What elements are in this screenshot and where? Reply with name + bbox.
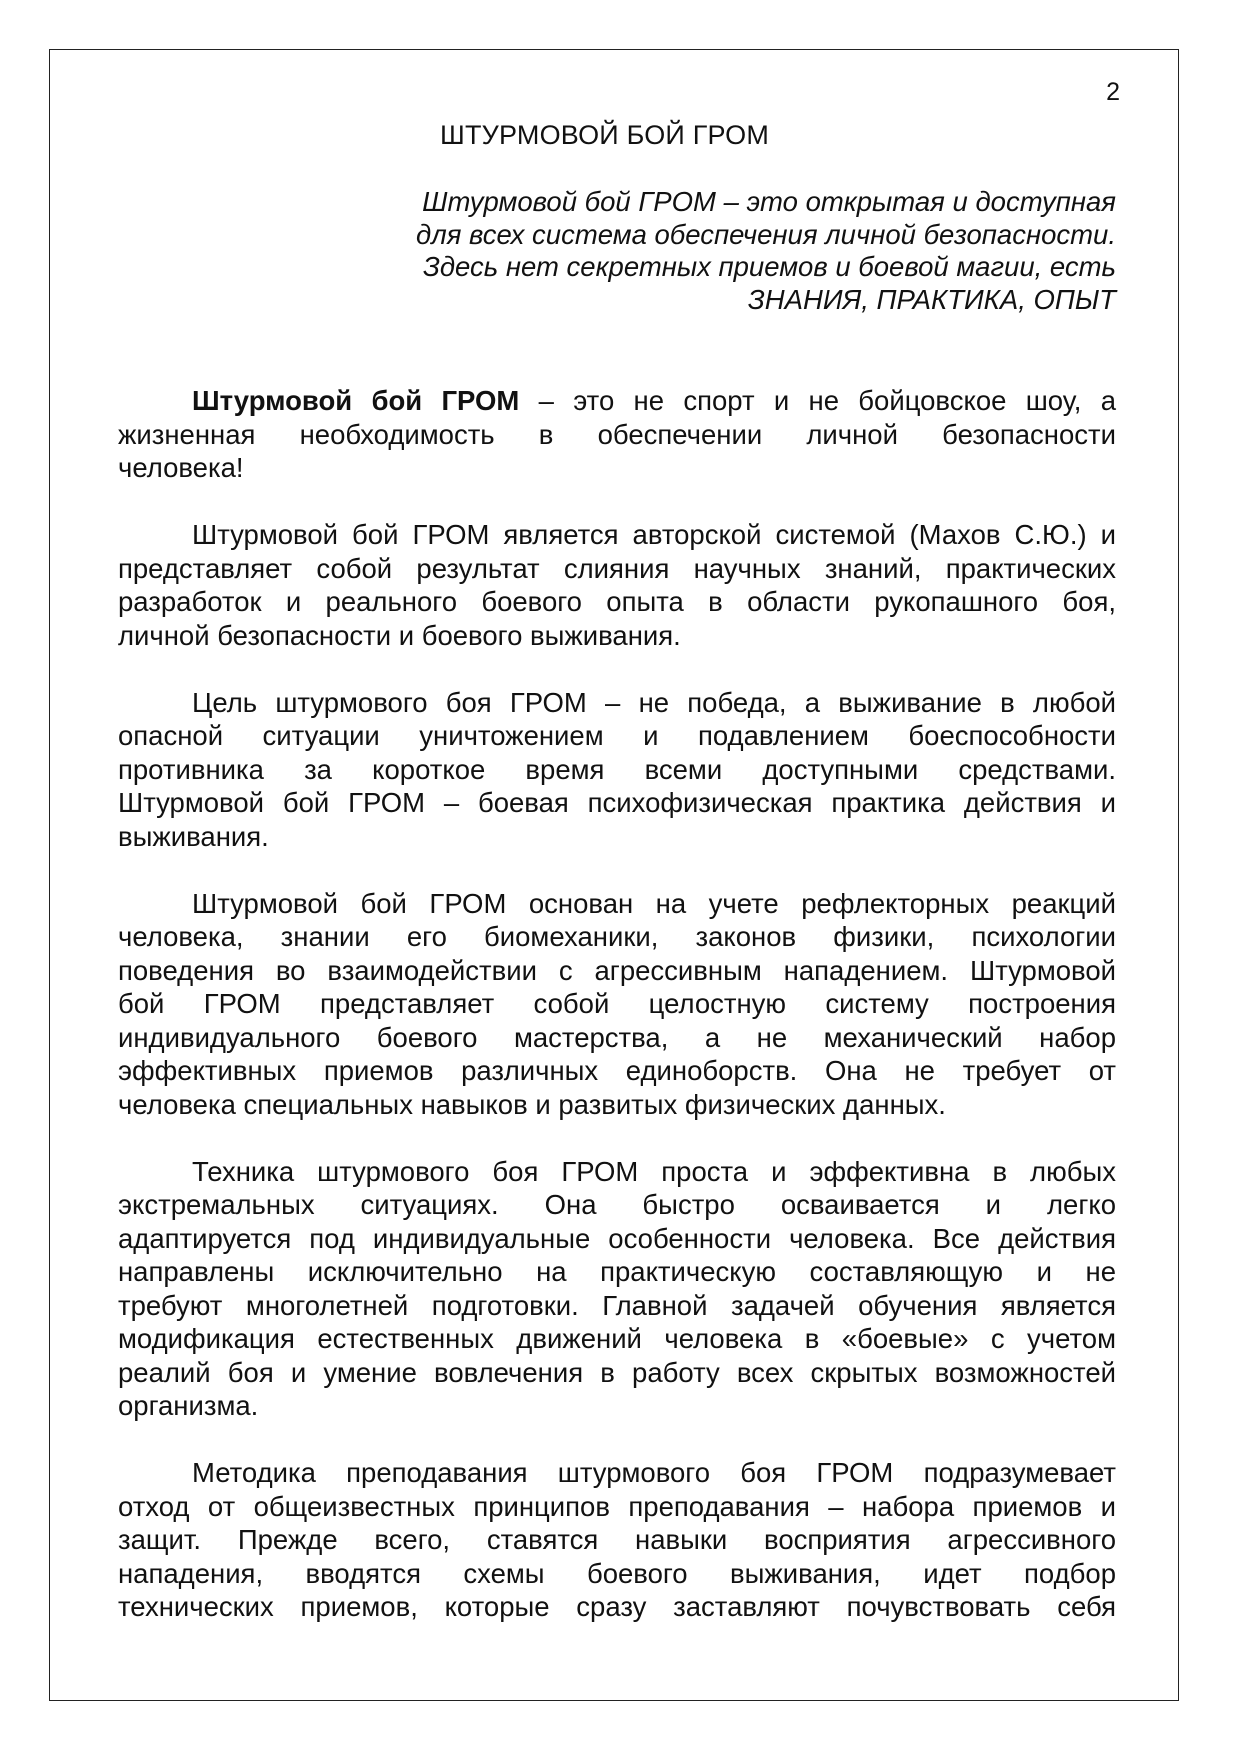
body-text [118, 384, 1116, 1657]
paragraph-line: человека, знании его биомеханики, законов физики, психологии [118, 921, 1116, 952]
epigraph [330, 186, 1116, 316]
bold-lead: Штурмовой бой ГРОМ [192, 385, 520, 416]
paragraph-foundation [118, 887, 1116, 1122]
paragraph-line: поведения во взаимодействии с агрессивным нападением. Штурмовой [118, 954, 1116, 986]
paragraph-line: опасной ситуации уничтожением и подавлением боеспособности [118, 720, 1116, 751]
paragraph-line: противника за короткое время всеми доступными средствами. [118, 753, 1116, 785]
paragraph-line: технических приемов, которые сразу заставляют почувствовать себя [118, 1591, 1116, 1622]
paragraph-line: нападения, вводятся схемы боевого выживания, идет подбор [118, 1557, 1116, 1589]
paragraph-line: разработок и реального боевого опыта в области рукопашного боя, [118, 586, 1116, 617]
paragraph-methodology [118, 1456, 1116, 1624]
paragraph-line [118, 384, 1116, 418]
paragraph-line: организма. [118, 1390, 259, 1421]
paragraph-line: Штурмовой бой ГРОМ основан на учете рефлекторных реакций [192, 887, 1116, 919]
paragraph-line: защит. Прежде всего, ставятся навыки восприятия агрессивного [118, 1524, 1116, 1555]
paragraph-line: выживания. [118, 820, 269, 852]
paragraph-line: Штурмовой бой ГРОМ является авторской системой (Махов С.Ю.) и [192, 519, 1116, 550]
paragraph-line: эффективных приемов различных единоборств. Она не требует от [118, 1055, 1116, 1086]
paragraph-line: Методика преподавания штурмового боя ГРОМ подразумевает [192, 1457, 1116, 1488]
paragraph-line: модификация естественных движений человека в «боевые» с учетом [118, 1323, 1116, 1354]
paragraph-line: представляет собой результат слияния научных знаний, практических [118, 552, 1116, 584]
paragraph-intro [118, 384, 1116, 485]
epigraph-line: ЗНАНИЯ, ПРАКТИКА, ОПЫТ [747, 283, 1116, 315]
paragraph-line: личной безопасности и боевого выживания. [118, 619, 681, 651]
paragraph-line: Цель штурмового боя ГРОМ – не победа, а выживание в любой [192, 686, 1116, 718]
paragraph-line: индивидуального боевого мастерства, а не механический набор [118, 1021, 1116, 1053]
paragraph-line: требуют многолетней подготовки. Главной задачей обучения является [118, 1289, 1116, 1321]
paragraph-line: человека специальных навыков и развитых физических данных. [118, 1088, 946, 1120]
epigraph-line: Штурмовой бой ГРОМ – это открытая и доступная [422, 186, 1116, 217]
paragraph-line: Штурмовой бой ГРОМ – боевая психофизическая практика действия и [118, 787, 1116, 818]
paragraph-line: человека! [118, 452, 244, 483]
paragraph-line: жизненная необходимость в обеспечении личной безопасности [118, 418, 1116, 450]
paragraph-line: экстремальных ситуациях. Она быстро осваивается и легко [118, 1189, 1116, 1220]
paragraph-line: Техника штурмового боя ГРОМ проста и эффективна в любых [192, 1155, 1116, 1187]
document-title: ШТУРМОВОЙ БОЙ ГРОМ [440, 120, 770, 150]
epigraph-line: для всех система обеспечения личной безопасности. [416, 218, 1116, 250]
paragraph-author-system [118, 518, 1116, 652]
paragraph-goal [118, 686, 1116, 854]
paragraph-line: адаптируется под индивидуальные особенности человека. Все действия [118, 1222, 1116, 1254]
paragraph-line: отход от общеизвестных принципов преподавания – набора приемов и [118, 1490, 1116, 1522]
paragraph-line: бой ГРОМ представляет собой целостную систему построения [118, 988, 1116, 1019]
line-text: – это не спорт и не бойцовское шоу, а [519, 385, 1116, 416]
paragraph-technique [118, 1155, 1116, 1423]
paragraph-line: направлены исключительно на практическую составляющую и не [118, 1256, 1116, 1287]
paragraph-line: реалий боя и умение вовлечения в работу всех скрытых возможностей [118, 1356, 1116, 1388]
epigraph-line: Здесь нет секретных приемов и боевой магии, есть [422, 251, 1116, 282]
page-number: 2 [1106, 78, 1120, 106]
